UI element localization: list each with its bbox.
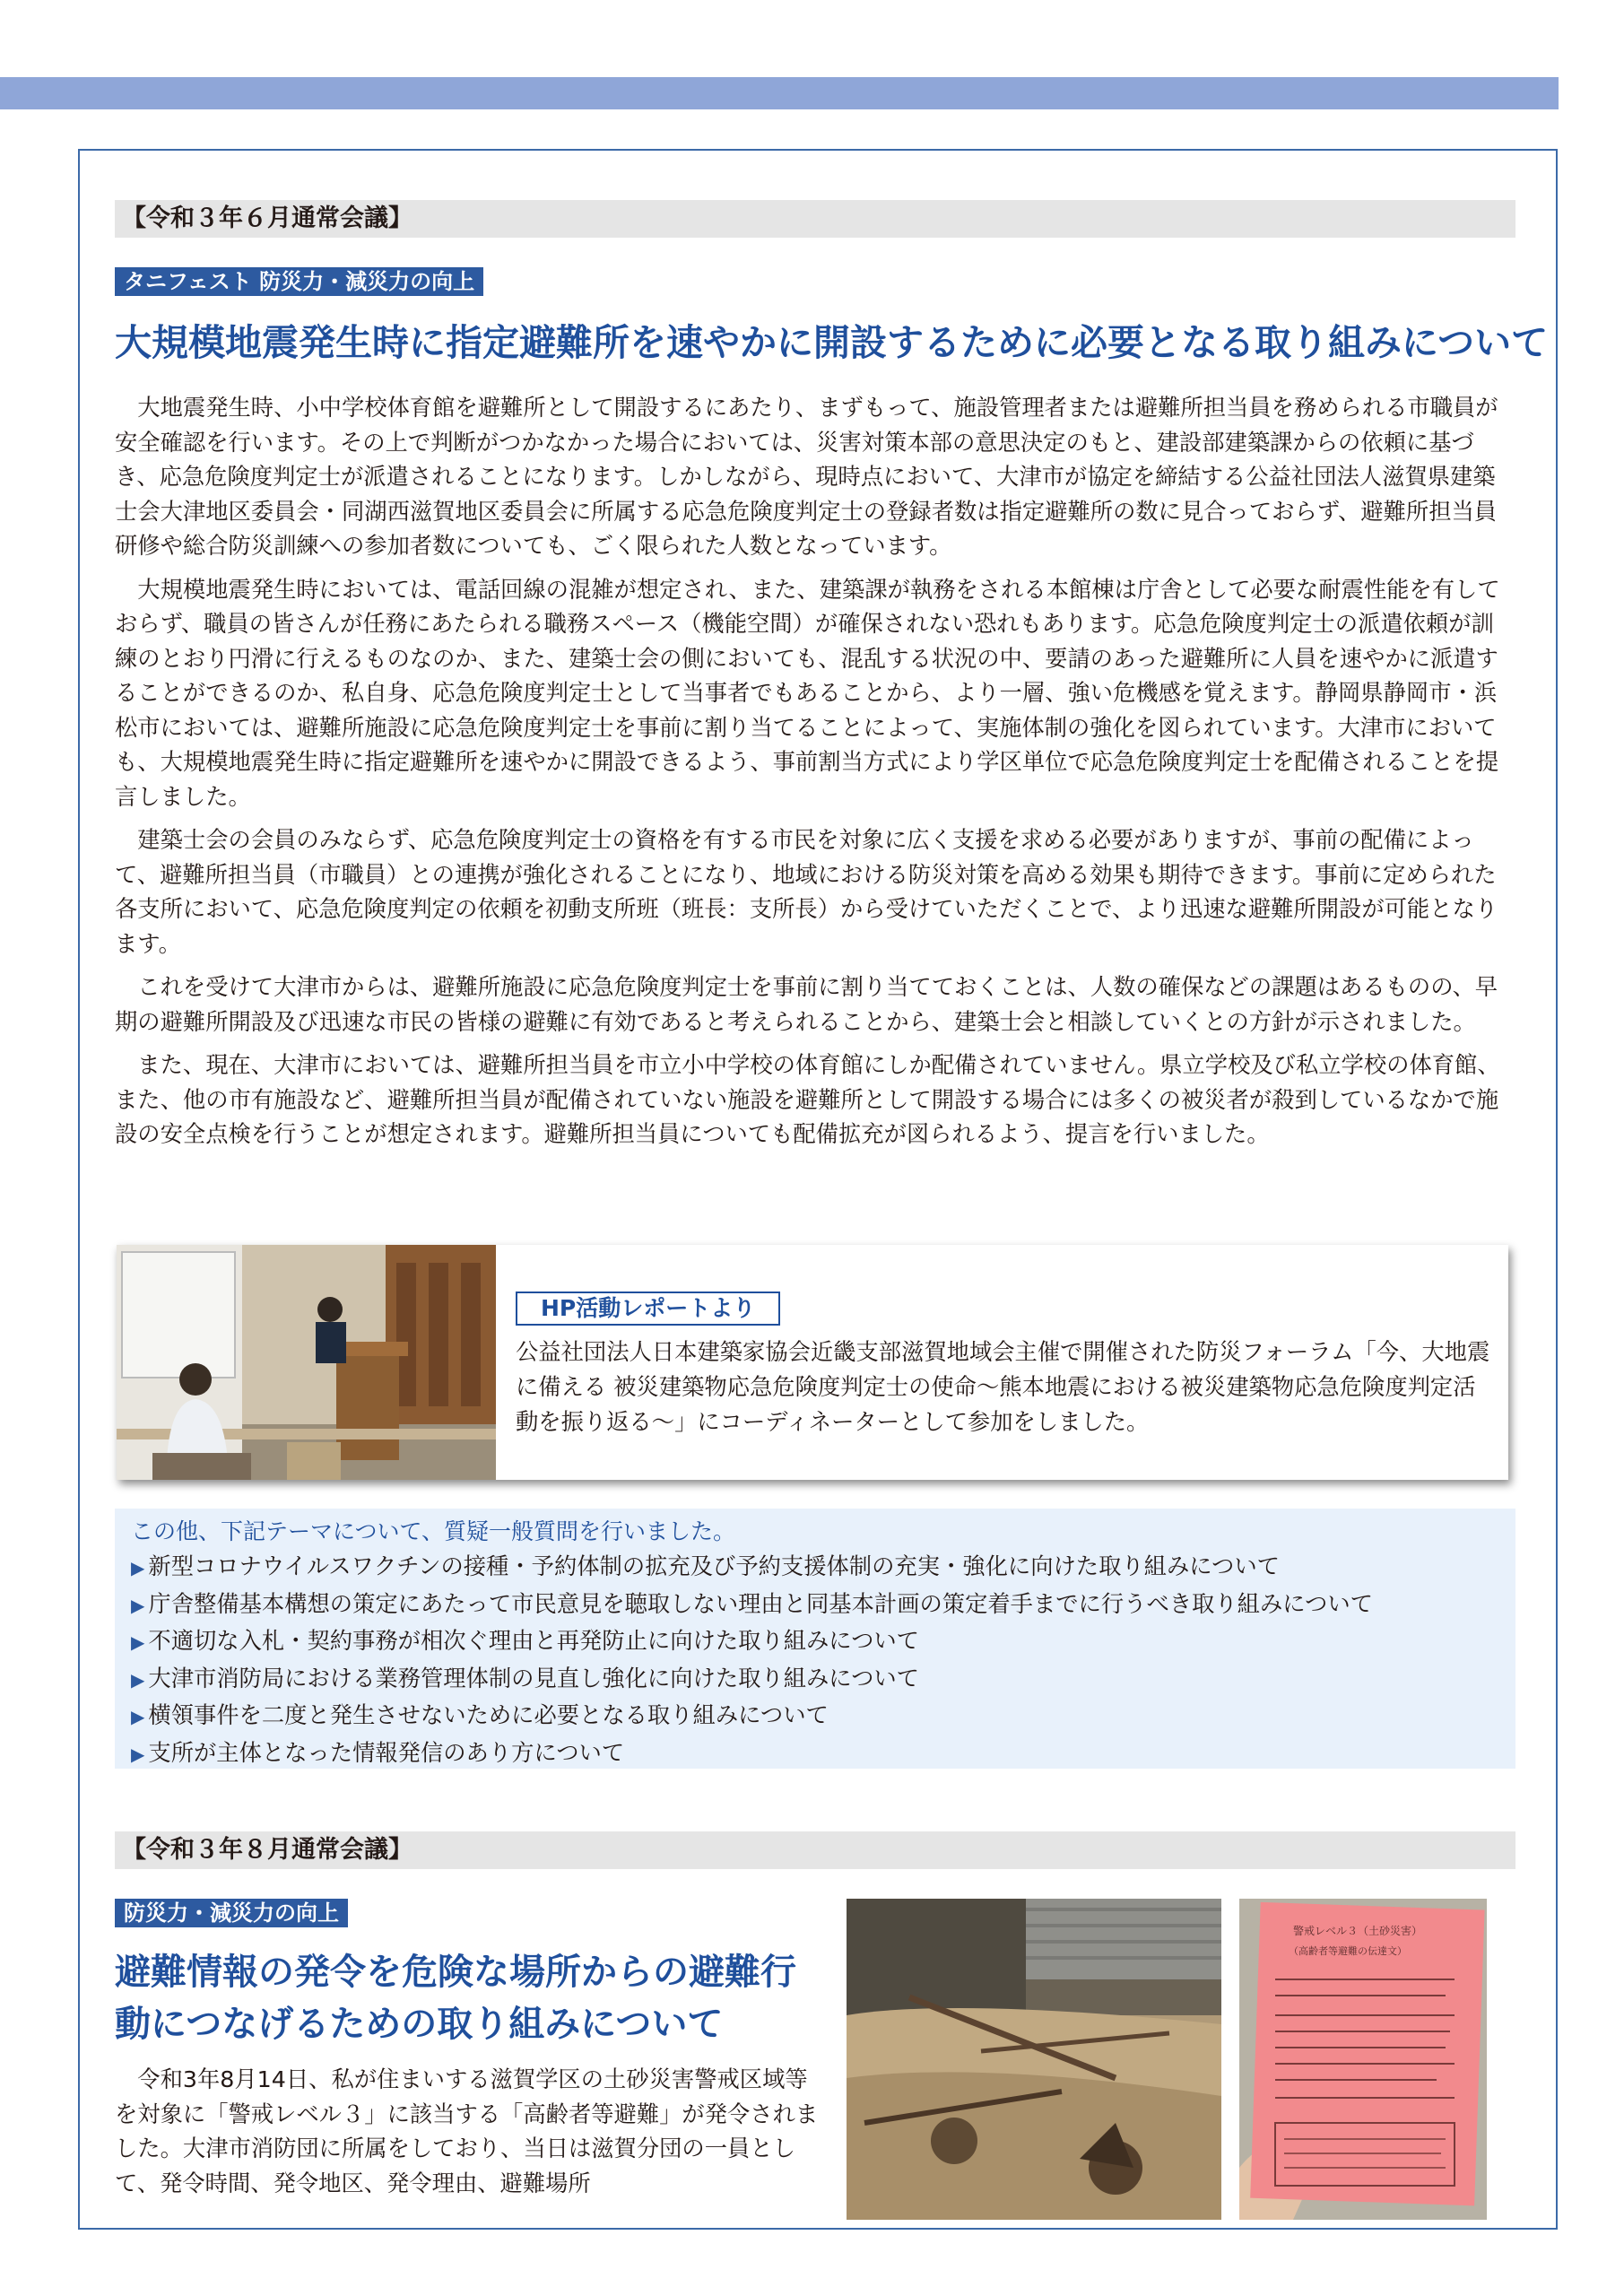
forum-photo bbox=[117, 1245, 496, 1480]
article-title-earthquake-shelter: 大規模地震発生時に指定避難所を速やかに開設するために必要となる取り組みについて bbox=[115, 321, 1549, 364]
list-item: ▶ 大津市消防局における業務管理体制の見直し強化に向けた取り組みについて bbox=[131, 1665, 919, 1692]
paragraph: また、現在、大津市においては、避難所担当員を市立小中学校の体育館にしか配備されていません。県立学校及び私立学校の体育館、また、他の市有施設など、避難所担当員が配備されていない施設を避難所として開設する場合には多くの被災者が殺到しているなかで施設の安全点検を行うことが想定されます。避難所担当員についても配備拡充が図られるよう、提言を行いました。 bbox=[115, 1052, 1500, 1147]
meeting-header-june: 【令和３年６月通常会議】 bbox=[115, 200, 1515, 238]
list-item: ▶ 支所が主体となった情報発信のあり方について bbox=[131, 1739, 625, 1766]
landslide-debris-photo bbox=[847, 1899, 1221, 2220]
evacuation-notice-photo bbox=[1239, 1899, 1487, 2220]
triangle-bullet-icon: ▶ bbox=[131, 1706, 145, 1727]
article-title-evacuation: 避難情報の発令を危険な場所からの避難行 動につなげるための取り組みについて bbox=[115, 1952, 796, 2045]
paragraph: 大規模地震発生時においては、電話回線の混雑が想定され、また、建築課が執務をされる本館棟は庁舎として必要な耐震性能を有しておらず、職員の皆さんが任務にあたられる職務スペース（機能空間）が確保されない恐れもあります。応急危険度判定士の派遣依頼が訓練のとおり円滑に行えるものなのか、また、建築士会の側においても、混乱する状況の中、要請のあった避難所に人員を速やかに派遣することができるのか、私自身、応急危険度判定士として当事者でもあることから、より一層、強い危機感を覚えます。静岡県静岡市・浜松市においては、避難所施設に応急危険度判定士を事前に割り当てることによって、実施体制の強化を図られています。大津市においても、大規模地震発生時に指定避難所を速やかに開設できるよう、事前割当方式により学区単位で応急危険度判定士を配備されることを提言しました。 bbox=[115, 576, 1500, 810]
article-body-evacuation bbox=[115, 2063, 823, 2210]
notice-title: （高齢者等避難の伝達文） bbox=[1289, 1945, 1407, 1957]
paragraph: 大地震発生時、小中学校体育館を避難所として開設するにあたり、まずもって、施設管理者または避難所担当員を務められる市職員が安全確認を行います。その上で判断がつかなかった場合においては、災害対策本部の意思決定のもと、建設部建築課からの依頼に基づき、応急危険度判定士が派遣されることになります。しかしながら、現時点において、大津市が協定を締結する公益社団法人滋賀県建築士会大津地区委員会・同湖西滋賀地区委員会に所属する応急危険度判定士の登録者数は指定避難所の数に見合っておらず、避難所担当員研修や総合防災訓練への参加者数についても、ごく限られた人数となっています。 bbox=[115, 395, 1498, 559]
meeting-header-august: 【令和３年８月通常会議】 bbox=[115, 1831, 1515, 1869]
list-item: ▶ 新型コロナウイルスワクチンの接種・予約体制の拡充及び予約支援体制の充実・強化に向けた取り組みについて bbox=[131, 1553, 1280, 1579]
hp-report-badge: HP活動レポートより bbox=[516, 1292, 780, 1326]
category-tag-disaster: 防災力・減災力の向上 bbox=[115, 1899, 348, 1927]
list-item: ▶ 横領事件を二度と発生させないために必要となる取り組みについて bbox=[131, 1702, 829, 1728]
triangle-bullet-icon: ▶ bbox=[131, 1557, 145, 1578]
notice-header: 警戒レベル３（土砂災害） bbox=[1293, 1925, 1423, 1937]
triangle-bullet-icon: ▶ bbox=[131, 1594, 145, 1616]
paragraph: これを受けて大津市からは、避難所施設に応急危険度判定士を事前に割り当てておくことは、人数の確保などの課題はあるものの、早期の避難所開設及び迅速な市民の皆様の避難に有効であると考えられることから、建築士会と相談していくとの方針が示されました。 bbox=[115, 974, 1498, 1035]
hp-report-text: 公益社団法人日本建築家協会近畿支部滋賀地域会主催で開催された防災フォーラム「今、大地震に備える 被災建築物応急危険度判定士の使命～熊本地震における被災建築物応急危険度判定活動を振り返る～」にコーディネーターとして参加をしました。 bbox=[516, 1339, 1490, 1435]
top-color-bar bbox=[0, 77, 1559, 109]
paragraph: 令和3年8月14日、私が住まいする滋賀学区の土砂災害警戒区域等を対象に「警戒レベル３」に該当する「高齢者等避難」が発令されました。大津市消防団に所属をしており、当日は滋賀分団の一員として、発令時間、発令地区、発令理由、避難場所 bbox=[115, 2066, 819, 2196]
article-body-earthquake bbox=[115, 391, 1515, 1161]
topics-list bbox=[131, 1549, 1499, 1772]
other-topics-box bbox=[115, 1509, 1515, 1769]
triangle-bullet-icon: ▶ bbox=[131, 1743, 145, 1765]
category-tag-tanifest: タニフェスト 防災力・減災力の向上 bbox=[115, 267, 483, 296]
list-item: ▶ 庁舎整備基本構想の策定にあたって市民意見を聴取しない理由と同基本計画の策定着手までに行うべき取り組みについて bbox=[131, 1590, 1373, 1617]
triangle-bullet-icon: ▶ bbox=[131, 1631, 145, 1653]
list-item: ▶ 不適切な入札・契約事務が相次ぐ理由と再発防止に向けた取り組みについて bbox=[131, 1628, 919, 1654]
triangle-bullet-icon: ▶ bbox=[131, 1668, 145, 1691]
hp-report-box bbox=[117, 1245, 1508, 1480]
topics-intro: この他、下記テーマについて、質疑一般質問を行いました。 bbox=[131, 1518, 736, 1544]
paragraph: 建築士会の会員のみならず、応急危険度判定士の資格を有する市民を対象に広く支援を求める必要がありますが、事前の配備によって、避難所担当員（市職員）との連携が強化されることになり、地域における防災対策を高める効果も期待できます。事前に定められた各支所において、応急危険度判定の依頼を初動支所班（班長：支所長）から受けていただくことで、より迅速な避難所開設が可能となります。 bbox=[115, 827, 1498, 957]
